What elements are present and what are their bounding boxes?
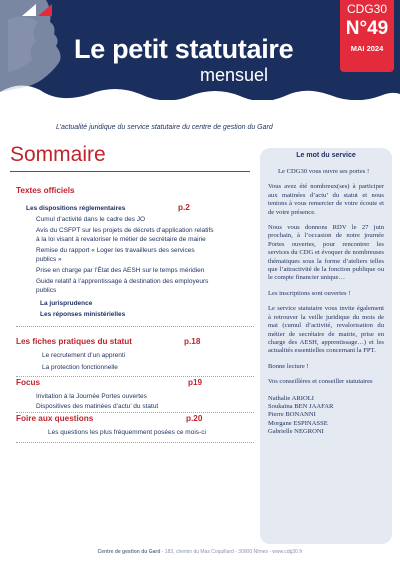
header-banner: [0, 0, 400, 112]
newsletter-title: Le petit statutaire: [74, 34, 294, 64]
page-ref-faq[interactable]: p.20: [186, 414, 203, 423]
section-faq: Foire aux questions: [16, 414, 94, 423]
signatory-name: Gabrielle NEGRONI: [268, 428, 324, 436]
toc-item[interactable]: La protection fonctionnelle: [42, 364, 118, 371]
toc-item[interactable]: publics »: [36, 256, 62, 263]
footer-address: - 183, chemin du Mas Coquillard - 30900 Nîmes - www.cdg30.fr: [160, 549, 303, 555]
panel-paragraph: Vous avez été nombreux(ses) à participer aux matinées d’actu’ du statut et nous tenions à vous remercier de votre écoute et de votre présence.: [268, 183, 384, 216]
panel-paragraph: Les inscriptions sont ouvertes !: [268, 289, 351, 297]
panel-heading: Le mot du service: [296, 152, 356, 159]
newsletter-subtitle: mensuel: [200, 65, 269, 85]
toc-item[interactable]: Invitation à la Journée Portes ouvertes: [36, 393, 147, 400]
separator: [16, 376, 254, 377]
section-focus: Focus: [16, 378, 41, 387]
issue-number: N°49: [345, 18, 389, 39]
toc-item[interactable]: Les questions les plus fréquemment posées ce mois-ci: [48, 429, 206, 436]
section-fiches-pratiques: Les fiches pratiques du statut: [16, 337, 133, 346]
tagline: L’actualité juridique du service statutaire du centre de gestion du Gard: [56, 124, 273, 131]
signatories-list: [268, 395, 384, 437]
editorial-panel: [260, 148, 392, 544]
toc-item[interactable]: Cumul d’activité dans le cadre des JO: [36, 216, 146, 223]
toc-item[interactable]: Avis du CSFPT sur les projets de décrets d’application relatifs: [36, 227, 214, 234]
page-ref-focus[interactable]: p19: [188, 378, 203, 387]
toc-item-jurisprudence[interactable]: La jurisprudence: [40, 300, 93, 307]
page-ref-dispositions[interactable]: p.2: [178, 203, 190, 212]
footer-org: Centre de gestion du Gard: [97, 549, 161, 555]
toc-item[interactable]: Prise en charge par l’État des AESH sur le temps méridien: [36, 267, 205, 274]
toc-item-reponses[interactable]: Les réponses ministérielles: [40, 311, 126, 318]
signatory-name: Soukaïna BEN JAAFAR: [268, 402, 334, 410]
panel-body: [268, 168, 384, 437]
signatory-name: Morgane ESPINASSE: [268, 419, 328, 427]
signatory-name: Pierre BONANNI: [268, 411, 316, 419]
toc-item[interactable]: à la loi visant à revaloriser le métier de secrétaire de mairie: [36, 236, 206, 243]
page-footer: [0, 549, 400, 555]
toc-item-dispositions[interactable]: Les dispositions réglementaires: [26, 205, 126, 212]
panel-paragraph: Vos conseillères et conseiller statutaires: [268, 378, 373, 386]
toc-item[interactable]: Guide relatif à l’apprentissage à destination des employeurs: [36, 278, 209, 285]
sommaire-heading: Sommaire: [10, 143, 106, 166]
separator: [16, 326, 254, 327]
toc-item[interactable]: Dispositives des matinées d’actu’ du statut: [36, 403, 159, 410]
separator: [16, 412, 254, 413]
panel-paragraph: Bonne lecture !: [268, 362, 309, 370]
section-textes-officiels: Textes officiels: [16, 186, 75, 195]
issue-badge: [340, 0, 394, 72]
panel-paragraph: Le service statutaire vous invite également à retrouver la veille juridique du mois de mai (cumul d’activité, revalorisation du métier de secrétaire de mairie, prise en charge des AESH, apprentissage…) et les actualités essentielles concernant la FPT.: [268, 305, 384, 355]
republique-logo: [22, 4, 60, 16]
brand-label: CDG30: [346, 2, 387, 16]
panel-paragraph: Le CDG30 vous ouvre ses portes !: [278, 168, 370, 175]
signatory-name: Nathalie ARIOLI: [268, 394, 314, 402]
toc-item[interactable]: Le recrutement d’un apprenti: [42, 352, 126, 359]
toc-item[interactable]: Remise du rapport « Loger les travailleurs des services: [36, 247, 195, 254]
toc-item[interactable]: publics: [36, 287, 57, 294]
panel-paragraph: Nous vous donnons RDV le 27 juin prochain, à l’occasion de notre journée Portes ouvertes, pour rencontrer les services du CDG et évoquer de nombreuses thématiques sous la forme d’ateliers telles que l’attractivité de la fonction publique ou le compte financier unique…: [268, 224, 384, 282]
page-ref-fiches[interactable]: p.18: [184, 337, 201, 346]
sommaire-divider: [10, 171, 250, 172]
issue-date: MAI 2024: [350, 44, 384, 53]
separator: [16, 442, 254, 443]
